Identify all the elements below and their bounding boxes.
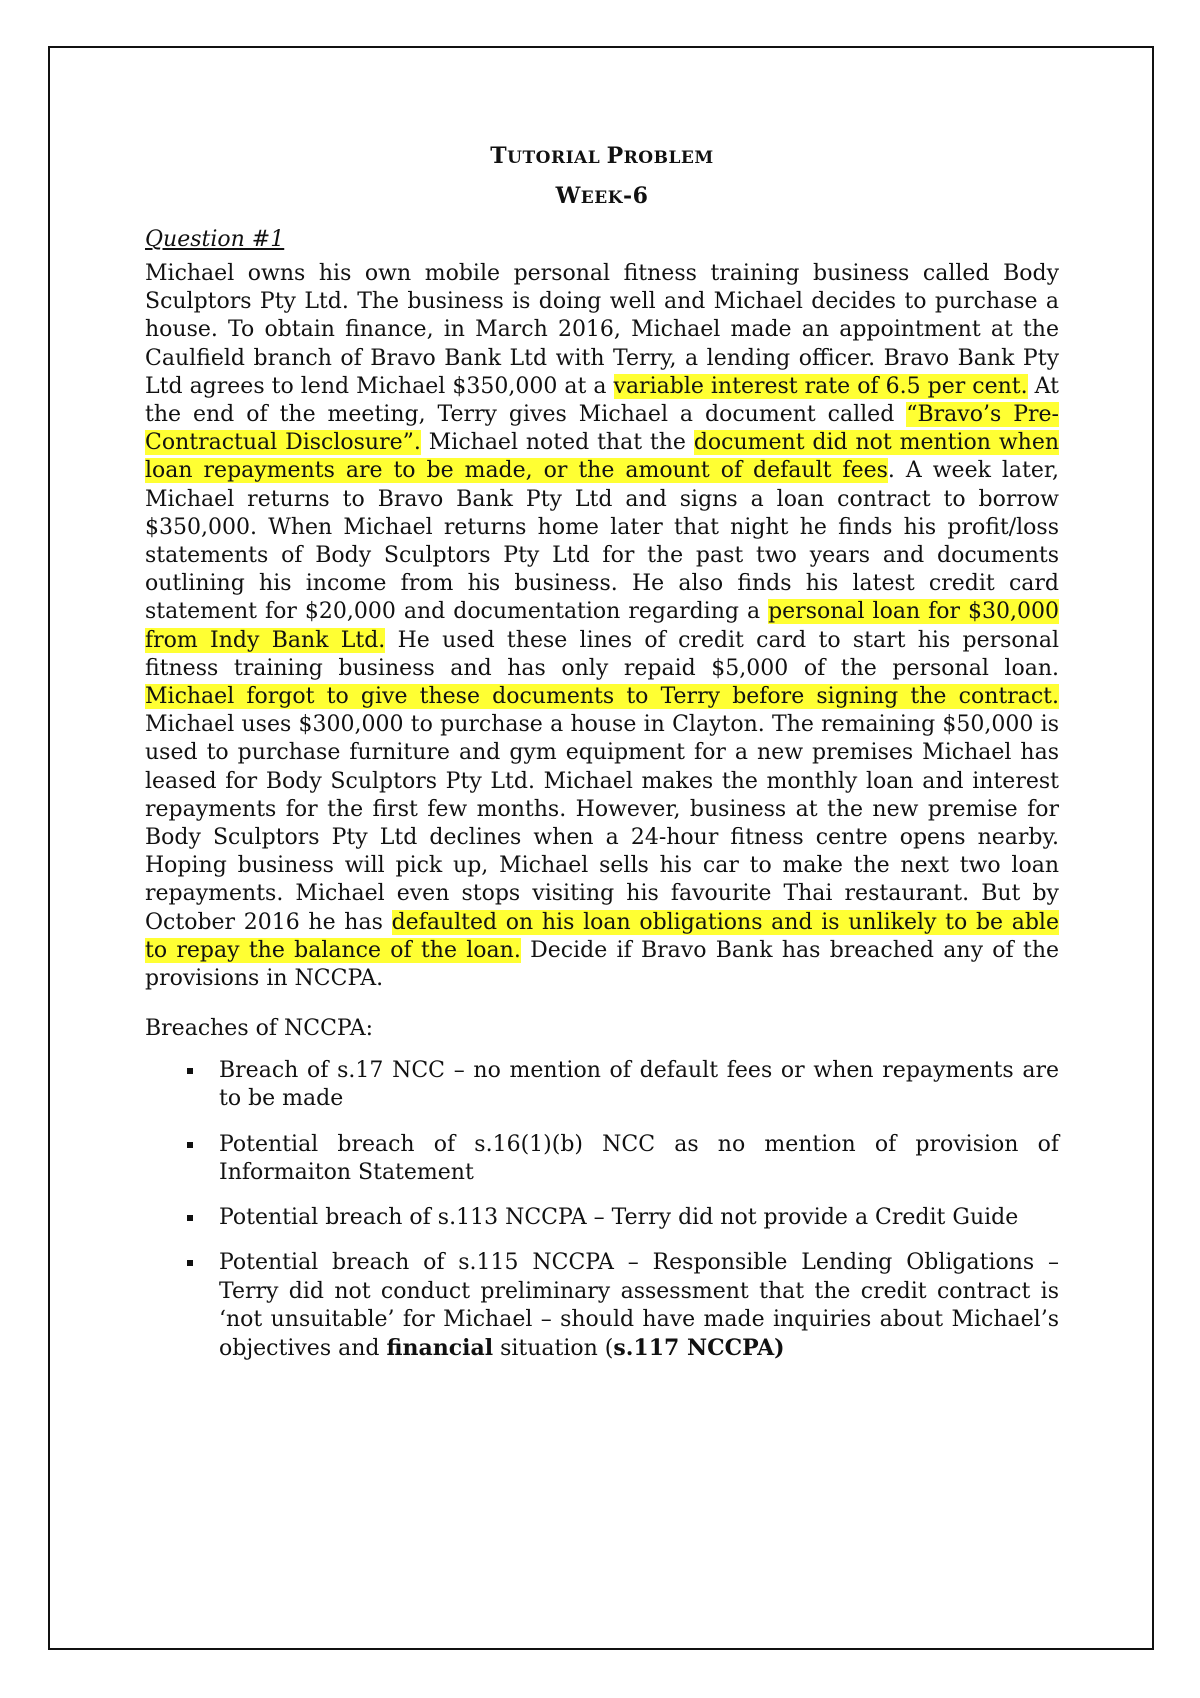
document-title: TUTORIAL PROBLEM: [490, 143, 714, 169]
bullet-icon: [187, 1068, 193, 1074]
week-heading: WEEK-6: [555, 183, 649, 209]
bullet-icon: [187, 1142, 193, 1148]
highlight-missing-terms: document did not mention when loan repayments are to be made, or the amount of default fees: [145, 430, 1060, 484]
breaches-list: [145, 1057, 1059, 1363]
list-item: Potential breach of s.16(1)(b) NCC as no mention of provision of Informaiton Statement: [145, 1131, 1059, 1187]
list-item: Breach of s.17 NCC – no mention of default fees or when repayments are to be made: [145, 1057, 1059, 1113]
problem-paragraph: Michael owns his own mobile personal fitness training business called Body Sculptors Pty Ltd. The business is doing well and Michael decides to purchase a house. To obtain finance, in March 2016, Michael made an appointment at the Caulfield branch of Bravo Bank Ltd with Terry, a lending officer. Bravo Bank Pty Ltd agrees to lend Michael $350,000 at a variable interest rate of 6.5 per cent. At the end of the meeting, Terry gives Michael a document called “Bravo’s Pre-Contractual Disclosure”. Michael noted that the document did not mention when loan repayments are to be made, or the amount of default fees. A week later, Michael returns to Bravo Bank Pty Ltd and signs a loan contract to borrow $350,000. When Michael returns home later that night he finds his profit/loss statements of Body Sculptors Pty Ltd for the past two years and documents outlining his income from his business. He also finds his latest credit card statement for $20,000 and documentation regarding a personal loan for $30,000 from Indy Bank Ltd. He used these lines of credit card to start his personal fitness training business and has only repaid $5,000 of the personal loan. Michael forgot to give these documents to Terry before signing the contract. Michael uses $300,000 to purchase a house in Clayton. The remaining $50,000 is used to purchase furniture and gym equipment for a new premises Michael has leased for Body Sculptors Pty Ltd. Michael makes the monthly loan and interest repayments for the first few months. However, business at the new premise for Body Sculptors Pty Ltd declines when a 24-hour fitness centre opens nearby. Hoping business will pick up, Michael sells his car to make the next two loan repayments. Michael even stops visiting his favourite Thai restaurant. But by October 2016 he has defaulted on his loan obligations and is unlikely to be able to repay the balance of the loan. Decide if Bravo Bank has breached any of the provisions in NCCPA.: [145, 261, 1060, 992]
highlight-personal-loan: personal loan for $30,000 from Indy Bank Ltd.: [145, 599, 1059, 653]
bullet-icon: [187, 1215, 193, 1221]
list-item: Potential breach of s.115 NCCPA – Responsible Lending Obligations – Terry did not conduct preliminary assessment that the credit contract is ‘not unsuitable’ for Michael – should have made inquiries about Michael’s objectives and financial situation (s.117 NCCPA): [145, 1249, 1059, 1363]
question-label: Question #1: [145, 227, 285, 252]
highlight-forgot-documents: Michael forgot to give these documents to Terry before signing the contract.: [145, 684, 1059, 710]
document-content: [145, 143, 1059, 1380]
list-item: Potential breach of s.113 NCCPA – Terry did not provide a Credit Guide: [145, 1204, 1059, 1232]
highlight-interest-rate: variable interest rate of 6.5 per cent.: [613, 373, 1028, 399]
breaches-heading: Breaches of NCCPA:: [145, 1016, 373, 1042]
bullet-icon: [187, 1260, 193, 1266]
highlight-disclosure: “Bravo’s Pre-Contractual Disclosure”.: [145, 402, 1059, 456]
highlight-default: defaulted on his loan obligations and is unlikely to be able to repay the balance of the loan.: [145, 909, 1059, 963]
